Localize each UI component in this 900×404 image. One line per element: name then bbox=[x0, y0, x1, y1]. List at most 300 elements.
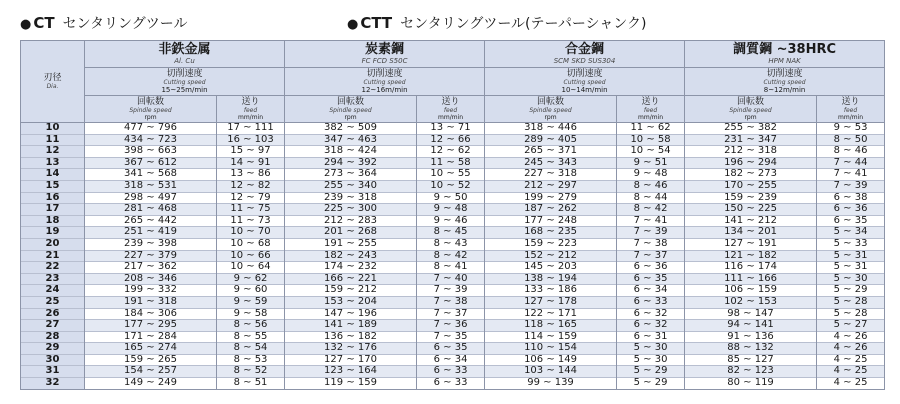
feed-header bbox=[217, 96, 285, 123]
spindle-speed-cell: 174 ~ 232 bbox=[285, 262, 417, 274]
feed-cell: 16 ~ 103 bbox=[217, 134, 285, 146]
feed-cell: 9 ~ 51 bbox=[617, 157, 685, 169]
spindle-speed-cell: 149 ~ 249 bbox=[85, 378, 217, 390]
spindle-speed-cell: 106 ~ 149 bbox=[485, 354, 617, 366]
cutting-speed-label: 切削速度 bbox=[566, 69, 603, 79]
spindle-speed-cell: 132 ~ 176 bbox=[285, 343, 417, 355]
feed-cell: 4 ~ 26 bbox=[817, 331, 885, 343]
table-row bbox=[21, 192, 885, 204]
spindle-speed-cell: 122 ~ 171 bbox=[485, 308, 617, 320]
table-row bbox=[21, 215, 885, 227]
feed-cell: 10 ~ 68 bbox=[217, 238, 285, 250]
dia-cell: 10 bbox=[21, 123, 85, 135]
material-spec: Al. Cu bbox=[174, 57, 195, 65]
spindle-speed-cell: 477 ~ 796 bbox=[85, 123, 217, 135]
feed-cell: 8 ~ 50 bbox=[817, 134, 885, 146]
feed-cell: 5 ~ 30 bbox=[617, 343, 685, 355]
spindle-speed-cell: 153 ~ 204 bbox=[285, 296, 417, 308]
table-row bbox=[21, 169, 885, 181]
feed-cell: 12 ~ 82 bbox=[217, 180, 285, 192]
spindle-speed-cell: 136 ~ 182 bbox=[285, 331, 417, 343]
spindle-speed-cell: 80 ~ 119 bbox=[685, 378, 817, 390]
table-row bbox=[21, 296, 885, 308]
feed-cell: 4 ~ 25 bbox=[817, 366, 885, 378]
spindle-speed-header-label-en: Spindle speed bbox=[129, 107, 172, 114]
cutting-speed-label-en: Cutting speed bbox=[763, 79, 806, 86]
spindle-speed-cell: 99 ~ 139 bbox=[485, 378, 617, 390]
feed-cell: 10 ~ 64 bbox=[217, 262, 285, 274]
spindle-speed-cell: 318 ~ 446 bbox=[485, 123, 617, 135]
dia-cell: 14 bbox=[21, 169, 85, 181]
feed-cell: 9 ~ 59 bbox=[217, 296, 285, 308]
feed-cell: 9 ~ 60 bbox=[217, 285, 285, 297]
spindle-speed-cell: 133 ~ 186 bbox=[485, 285, 617, 297]
feed-cell: 6 ~ 32 bbox=[617, 320, 685, 332]
spindle-speed-cell: 177 ~ 248 bbox=[485, 215, 617, 227]
spindle-speed-cell: 150 ~ 225 bbox=[685, 204, 817, 216]
spindle-speed-cell: 127 ~ 170 bbox=[285, 354, 417, 366]
feed-cell: 8 ~ 54 bbox=[217, 343, 285, 355]
spindle-speed-cell: 168 ~ 235 bbox=[485, 227, 617, 239]
spindle-speed-cell: 154 ~ 257 bbox=[85, 366, 217, 378]
feed-cell: 12 ~ 62 bbox=[417, 146, 485, 158]
spindle-speed-cell: 318 ~ 424 bbox=[285, 146, 417, 158]
feed-header-label: 送り bbox=[641, 97, 660, 107]
feed-cell: 12 ~ 66 bbox=[417, 134, 485, 146]
dia-cell: 22 bbox=[21, 262, 85, 274]
dia-cell: 11 bbox=[21, 134, 85, 146]
spindle-speed-cell: 145 ~ 203 bbox=[485, 262, 617, 274]
feed-header-label: 送り bbox=[441, 97, 460, 107]
dia-header-jp: 刃径 bbox=[43, 73, 62, 83]
dia-cell: 20 bbox=[21, 238, 85, 250]
table-row bbox=[21, 180, 885, 192]
feed-cell: 6 ~ 35 bbox=[417, 343, 485, 355]
spindle-speed-cell: 294 ~ 392 bbox=[285, 157, 417, 169]
cutting-speed-value: 10~14m/min bbox=[561, 86, 608, 94]
material-name: 炭素鋼 bbox=[365, 42, 405, 57]
feed-cell: 6 ~ 31 bbox=[617, 331, 685, 343]
feed-cell: 6 ~ 35 bbox=[617, 273, 685, 285]
spindle-speed-header-label: 回転数 bbox=[337, 97, 365, 107]
spindle-speed-cell: 141 ~ 189 bbox=[285, 320, 417, 332]
spindle-speed-cell: 212 ~ 283 bbox=[285, 215, 417, 227]
spindle-speed-cell: 367 ~ 612 bbox=[85, 157, 217, 169]
feed-cell: 5 ~ 33 bbox=[817, 238, 885, 250]
spindle-speed-header-unit: rpm bbox=[544, 114, 557, 121]
dia-cell: 25 bbox=[21, 296, 85, 308]
feed-cell: 7 ~ 38 bbox=[417, 296, 485, 308]
spindle-speed-cell: 191 ~ 255 bbox=[285, 238, 417, 250]
spindle-speed-cell: 85 ~ 127 bbox=[685, 354, 817, 366]
feed-cell: 10 ~ 52 bbox=[417, 180, 485, 192]
table-row bbox=[21, 146, 885, 158]
spindle-speed-header-label-en: Spindle speed bbox=[729, 107, 772, 114]
spindle-speed-cell: 98 ~ 147 bbox=[685, 308, 817, 320]
feed-cell: 5 ~ 30 bbox=[817, 273, 885, 285]
material-header bbox=[85, 41, 285, 68]
dia-header bbox=[21, 41, 85, 123]
spindle-speed-header-label-en: Spindle speed bbox=[529, 107, 572, 114]
spindle-speed-cell: 102 ~ 153 bbox=[685, 296, 817, 308]
feed-cell: 12 ~ 79 bbox=[217, 192, 285, 204]
cutting-speed-value: 12~16m/min bbox=[361, 86, 408, 94]
spindle-speed-cell: 166 ~ 221 bbox=[285, 273, 417, 285]
dia-cell: 27 bbox=[21, 320, 85, 332]
spindle-speed-cell: 127 ~ 191 bbox=[685, 238, 817, 250]
table-row bbox=[21, 157, 885, 169]
spindle-speed-cell: 159 ~ 223 bbox=[485, 238, 617, 250]
spindle-speed-cell: 147 ~ 196 bbox=[285, 308, 417, 320]
feed-cell: 6 ~ 36 bbox=[817, 204, 885, 216]
material-header bbox=[685, 41, 885, 68]
feed-header bbox=[617, 96, 685, 123]
feed-cell: 17 ~ 111 bbox=[217, 123, 285, 135]
cutting-speed-value: 15~25m/min bbox=[161, 86, 208, 94]
feed-cell: 8 ~ 42 bbox=[617, 204, 685, 216]
feed-cell: 7 ~ 39 bbox=[617, 227, 685, 239]
feed-cell: 9 ~ 50 bbox=[417, 192, 485, 204]
material-spec: SCM SKD SUS304 bbox=[553, 57, 616, 65]
feed-cell: 5 ~ 29 bbox=[617, 378, 685, 390]
feed-header-unit: mm/min bbox=[638, 114, 664, 121]
cutting-speed-header bbox=[685, 68, 885, 96]
feed-header-label-en: feed bbox=[643, 107, 658, 114]
feed-cell: 4 ~ 25 bbox=[817, 378, 885, 390]
dia-header-en: Dia. bbox=[46, 83, 59, 90]
feed-cell: 5 ~ 34 bbox=[817, 227, 885, 239]
feed-cell: 9 ~ 53 bbox=[817, 123, 885, 135]
ctt-title-subtitle: センタリングツール(テーパーシャンク) bbox=[400, 16, 647, 32]
spindle-speed-header-label-en: Spindle speed bbox=[329, 107, 372, 114]
spindle-speed-cell: 134 ~ 201 bbox=[685, 227, 817, 239]
material-header bbox=[485, 41, 685, 68]
ct-title-subtitle: センタリングツール bbox=[62, 16, 188, 32]
feed-cell: 10 ~ 70 bbox=[217, 227, 285, 239]
table-row bbox=[21, 354, 885, 366]
spindle-speed-cell: 114 ~ 159 bbox=[485, 331, 617, 343]
spindle-speed-cell: 159 ~ 239 bbox=[685, 192, 817, 204]
feed-cell: 13 ~ 71 bbox=[417, 123, 485, 135]
spindle-speed-cell: 182 ~ 273 bbox=[685, 169, 817, 181]
table-row bbox=[21, 238, 885, 250]
spindle-speed-cell: 170 ~ 255 bbox=[685, 180, 817, 192]
feed-cell: 6 ~ 33 bbox=[417, 378, 485, 390]
spindle-speed-cell: 251 ~ 419 bbox=[85, 227, 217, 239]
spindle-speed-cell: 289 ~ 405 bbox=[485, 134, 617, 146]
feed-cell: 8 ~ 46 bbox=[617, 180, 685, 192]
feed-cell: 5 ~ 29 bbox=[817, 285, 885, 297]
material-spec: FC FCD S50C bbox=[361, 57, 408, 65]
feed-cell: 8 ~ 53 bbox=[217, 354, 285, 366]
table-row bbox=[21, 366, 885, 378]
feed-cell: 9 ~ 48 bbox=[417, 204, 485, 216]
dia-cell: 30 bbox=[21, 354, 85, 366]
dia-cell: 29 bbox=[21, 343, 85, 355]
dia-cell: 18 bbox=[21, 215, 85, 227]
feed-cell: 6 ~ 34 bbox=[417, 354, 485, 366]
spindle-speed-cell: 196 ~ 294 bbox=[685, 157, 817, 169]
cutting-speed-header bbox=[285, 68, 485, 96]
spindle-speed-cell: 111 ~ 166 bbox=[685, 273, 817, 285]
feed-cell: 11 ~ 75 bbox=[217, 204, 285, 216]
feed-header-unit: mm/min bbox=[237, 114, 264, 121]
spindle-speed-header bbox=[285, 96, 417, 123]
table-row bbox=[21, 134, 885, 146]
spindle-speed-cell: 91 ~ 136 bbox=[685, 331, 817, 343]
spindle-speed-cell: 184 ~ 306 bbox=[85, 308, 217, 320]
ctt-title bbox=[347, 13, 646, 33]
feed-cell: 10 ~ 66 bbox=[217, 250, 285, 262]
cutting-speed-label: 切削速度 bbox=[166, 69, 203, 79]
spindle-speed-header-label: 回転数 bbox=[537, 97, 565, 107]
material-header bbox=[285, 41, 485, 68]
table-row bbox=[21, 273, 885, 285]
cutting-speed-label-en: Cutting speed bbox=[163, 79, 206, 86]
feed-cell: 5 ~ 31 bbox=[817, 250, 885, 262]
feed-cell: 9 ~ 62 bbox=[217, 273, 285, 285]
spindle-speed-cell: 239 ~ 318 bbox=[285, 192, 417, 204]
spindle-speed-cell: 239 ~ 398 bbox=[85, 238, 217, 250]
spindle-speed-cell: 127 ~ 178 bbox=[485, 296, 617, 308]
feed-cell: 5 ~ 27 bbox=[817, 320, 885, 332]
feed-cell: 8 ~ 41 bbox=[417, 262, 485, 274]
feed-cell: 7 ~ 39 bbox=[417, 285, 485, 297]
spindle-speed-cell: 199 ~ 279 bbox=[485, 192, 617, 204]
table-row bbox=[21, 320, 885, 332]
feed-header-unit: mm/min bbox=[438, 114, 464, 121]
ct-title bbox=[20, 13, 187, 33]
cutting-speed-label: 切削速度 bbox=[766, 69, 803, 79]
feed-cell: 8 ~ 55 bbox=[217, 331, 285, 343]
spindle-speed-cell: 298 ~ 497 bbox=[85, 192, 217, 204]
spindle-speed-header-unit: rpm bbox=[344, 114, 357, 121]
feed-cell: 6 ~ 33 bbox=[417, 366, 485, 378]
feed-cell: 11 ~ 58 bbox=[417, 157, 485, 169]
spindle-speed-cell: 281 ~ 468 bbox=[85, 204, 217, 216]
feed-header bbox=[817, 96, 885, 123]
cutting-speed-header bbox=[485, 68, 685, 96]
spindle-speed-cell: 182 ~ 243 bbox=[285, 250, 417, 262]
spindle-speed-cell: 191 ~ 318 bbox=[85, 296, 217, 308]
spindle-speed-cell: 141 ~ 212 bbox=[685, 215, 817, 227]
feed-cell: 5 ~ 30 bbox=[617, 354, 685, 366]
cutting-conditions-table bbox=[20, 40, 885, 390]
feed-cell: 6 ~ 32 bbox=[617, 308, 685, 320]
cutting-speed-label: 切削速度 bbox=[366, 69, 403, 79]
spindle-speed-cell: 152 ~ 212 bbox=[485, 250, 617, 262]
feed-cell: 8 ~ 46 bbox=[817, 146, 885, 158]
spindle-speed-cell: 225 ~ 300 bbox=[285, 204, 417, 216]
feed-header-label-en: feed bbox=[243, 107, 258, 114]
spindle-speed-cell: 165 ~ 274 bbox=[85, 343, 217, 355]
feed-cell: 7 ~ 37 bbox=[417, 308, 485, 320]
feed-cell: 8 ~ 44 bbox=[617, 192, 685, 204]
feed-cell: 8 ~ 45 bbox=[417, 227, 485, 239]
spindle-speed-cell: 265 ~ 442 bbox=[85, 215, 217, 227]
feed-cell: 5 ~ 28 bbox=[817, 296, 885, 308]
feed-cell: 4 ~ 25 bbox=[817, 354, 885, 366]
spindle-speed-cell: 227 ~ 318 bbox=[485, 169, 617, 181]
spindle-speed-cell: 121 ~ 182 bbox=[685, 250, 817, 262]
dia-cell: 16 bbox=[21, 192, 85, 204]
spindle-speed-cell: 227 ~ 379 bbox=[85, 250, 217, 262]
spindle-speed-cell: 159 ~ 212 bbox=[285, 285, 417, 297]
dia-cell: 15 bbox=[21, 180, 85, 192]
feed-cell: 8 ~ 56 bbox=[217, 320, 285, 332]
spindle-speed-cell: 255 ~ 382 bbox=[685, 123, 817, 135]
cutting-speed-header bbox=[85, 68, 285, 96]
spindle-speed-header bbox=[85, 96, 217, 123]
feed-cell: 8 ~ 42 bbox=[417, 250, 485, 262]
feed-cell: 5 ~ 28 bbox=[817, 308, 885, 320]
dia-cell: 24 bbox=[21, 285, 85, 297]
spindle-speed-cell: 398 ~ 663 bbox=[85, 146, 217, 158]
dia-cell: 28 bbox=[21, 331, 85, 343]
spindle-speed-header-label: 回転数 bbox=[737, 97, 765, 107]
material-name: 合金鋼 bbox=[565, 42, 605, 57]
feed-header-label-en: feed bbox=[843, 107, 858, 114]
feed-cell: 7 ~ 41 bbox=[817, 169, 885, 181]
table-row bbox=[21, 378, 885, 390]
table-row bbox=[21, 250, 885, 262]
spindle-speed-cell: 318 ~ 531 bbox=[85, 180, 217, 192]
feed-cell: 9 ~ 58 bbox=[217, 308, 285, 320]
spindle-speed-cell: 273 ~ 364 bbox=[285, 169, 417, 181]
feed-cell: 7 ~ 41 bbox=[617, 215, 685, 227]
feed-cell: 5 ~ 29 bbox=[617, 366, 685, 378]
feed-cell: 9 ~ 46 bbox=[417, 215, 485, 227]
spindle-speed-cell: 88 ~ 132 bbox=[685, 343, 817, 355]
feed-cell: 6 ~ 38 bbox=[817, 192, 885, 204]
spindle-speed-cell: 212 ~ 318 bbox=[685, 146, 817, 158]
spindle-speed-cell: 187 ~ 262 bbox=[485, 204, 617, 216]
feed-cell: 14 ~ 91 bbox=[217, 157, 285, 169]
ct-title-label: CT bbox=[33, 14, 55, 32]
material-name: 非鉄金属 bbox=[158, 42, 211, 57]
spindle-speed-cell: 94 ~ 141 bbox=[685, 320, 817, 332]
feed-cell: 13 ~ 86 bbox=[217, 169, 285, 181]
bullet-icon: ● bbox=[20, 17, 32, 32]
feed-cell: 10 ~ 55 bbox=[417, 169, 485, 181]
spindle-speed-header-unit: rpm bbox=[744, 114, 757, 121]
feed-cell: 7 ~ 37 bbox=[617, 250, 685, 262]
spindle-speed-cell: 118 ~ 165 bbox=[485, 320, 617, 332]
table-row bbox=[21, 308, 885, 320]
feed-cell: 5 ~ 31 bbox=[817, 262, 885, 274]
feed-cell: 8 ~ 51 bbox=[217, 378, 285, 390]
spindle-speed-header-label: 回転数 bbox=[136, 97, 164, 107]
spindle-speed-cell: 231 ~ 347 bbox=[685, 134, 817, 146]
table-row bbox=[21, 227, 885, 239]
spindle-speed-cell: 82 ~ 123 bbox=[685, 366, 817, 378]
spindle-speed-cell: 255 ~ 340 bbox=[285, 180, 417, 192]
spindle-speed-cell: 106 ~ 159 bbox=[685, 285, 817, 297]
feed-header-label: 送り bbox=[841, 97, 860, 107]
spindle-speed-cell: 434 ~ 723 bbox=[85, 134, 217, 146]
feed-cell: 6 ~ 34 bbox=[617, 285, 685, 297]
feed-cell: 7 ~ 40 bbox=[417, 273, 485, 285]
dia-cell: 32 bbox=[21, 378, 85, 390]
feed-cell: 6 ~ 35 bbox=[817, 215, 885, 227]
feed-cell: 8 ~ 43 bbox=[417, 238, 485, 250]
feed-cell: 7 ~ 36 bbox=[417, 320, 485, 332]
feed-cell: 10 ~ 54 bbox=[617, 146, 685, 158]
feed-header-unit: mm/min bbox=[838, 114, 864, 121]
spindle-speed-header bbox=[685, 96, 817, 123]
spindle-speed-cell: 212 ~ 297 bbox=[485, 180, 617, 192]
spindle-speed-cell: 119 ~ 159 bbox=[285, 378, 417, 390]
material-name: 調質鋼 ~38HRC bbox=[733, 42, 837, 57]
feed-header-label: 送り bbox=[241, 97, 260, 107]
feed-cell: 10 ~ 58 bbox=[617, 134, 685, 146]
feed-cell: 6 ~ 33 bbox=[617, 296, 685, 308]
feed-cell: 7 ~ 44 bbox=[817, 157, 885, 169]
spindle-speed-cell: 171 ~ 284 bbox=[85, 331, 217, 343]
table-row bbox=[21, 285, 885, 297]
spindle-speed-cell: 245 ~ 343 bbox=[485, 157, 617, 169]
dia-cell: 31 bbox=[21, 366, 85, 378]
page-header bbox=[0, 0, 900, 40]
cutting-speed-value: 8~12m/min bbox=[763, 86, 806, 94]
spindle-speed-cell: 382 ~ 509 bbox=[285, 123, 417, 135]
dia-cell: 23 bbox=[21, 273, 85, 285]
table-row bbox=[21, 123, 885, 135]
feed-header bbox=[417, 96, 485, 123]
spindle-speed-header-unit: rpm bbox=[144, 114, 157, 121]
feed-cell: 9 ~ 48 bbox=[617, 169, 685, 181]
feed-cell: 15 ~ 97 bbox=[217, 146, 285, 158]
spindle-speed-cell: 116 ~ 174 bbox=[685, 262, 817, 274]
feed-cell: 11 ~ 62 bbox=[617, 123, 685, 135]
table-row bbox=[21, 262, 885, 274]
dia-cell: 26 bbox=[21, 308, 85, 320]
spindle-speed-cell: 265 ~ 371 bbox=[485, 146, 617, 158]
feed-cell: 4 ~ 26 bbox=[817, 343, 885, 355]
spindle-speed-header bbox=[485, 96, 617, 123]
feed-cell: 7 ~ 35 bbox=[417, 331, 485, 343]
spindle-speed-cell: 159 ~ 265 bbox=[85, 354, 217, 366]
dia-cell: 21 bbox=[21, 250, 85, 262]
spindle-speed-cell: 110 ~ 154 bbox=[485, 343, 617, 355]
spindle-speed-cell: 208 ~ 346 bbox=[85, 273, 217, 285]
cutting-speed-label-en: Cutting speed bbox=[363, 79, 406, 86]
bullet-icon: ● bbox=[347, 17, 359, 32]
table-row bbox=[21, 343, 885, 355]
table-row bbox=[21, 204, 885, 216]
dia-cell: 13 bbox=[21, 157, 85, 169]
ctt-title-label: CTT bbox=[360, 14, 393, 32]
dia-cell: 12 bbox=[21, 146, 85, 158]
feed-cell: 6 ~ 36 bbox=[617, 262, 685, 274]
spindle-speed-cell: 199 ~ 332 bbox=[85, 285, 217, 297]
dia-cell: 17 bbox=[21, 204, 85, 216]
feed-cell: 7 ~ 39 bbox=[817, 180, 885, 192]
spindle-speed-cell: 201 ~ 268 bbox=[285, 227, 417, 239]
spindle-speed-cell: 341 ~ 568 bbox=[85, 169, 217, 181]
dia-cell: 19 bbox=[21, 227, 85, 239]
cutting-speed-label-en: Cutting speed bbox=[563, 79, 606, 86]
table-row bbox=[21, 331, 885, 343]
spindle-speed-cell: 103 ~ 144 bbox=[485, 366, 617, 378]
spindle-speed-cell: 123 ~ 164 bbox=[285, 366, 417, 378]
feed-cell: 7 ~ 38 bbox=[617, 238, 685, 250]
feed-header-label-en: feed bbox=[443, 107, 458, 114]
feed-cell: 8 ~ 52 bbox=[217, 366, 285, 378]
material-spec: HPM NAK bbox=[768, 57, 801, 65]
spindle-speed-cell: 138 ~ 194 bbox=[485, 273, 617, 285]
spindle-speed-cell: 177 ~ 295 bbox=[85, 320, 217, 332]
